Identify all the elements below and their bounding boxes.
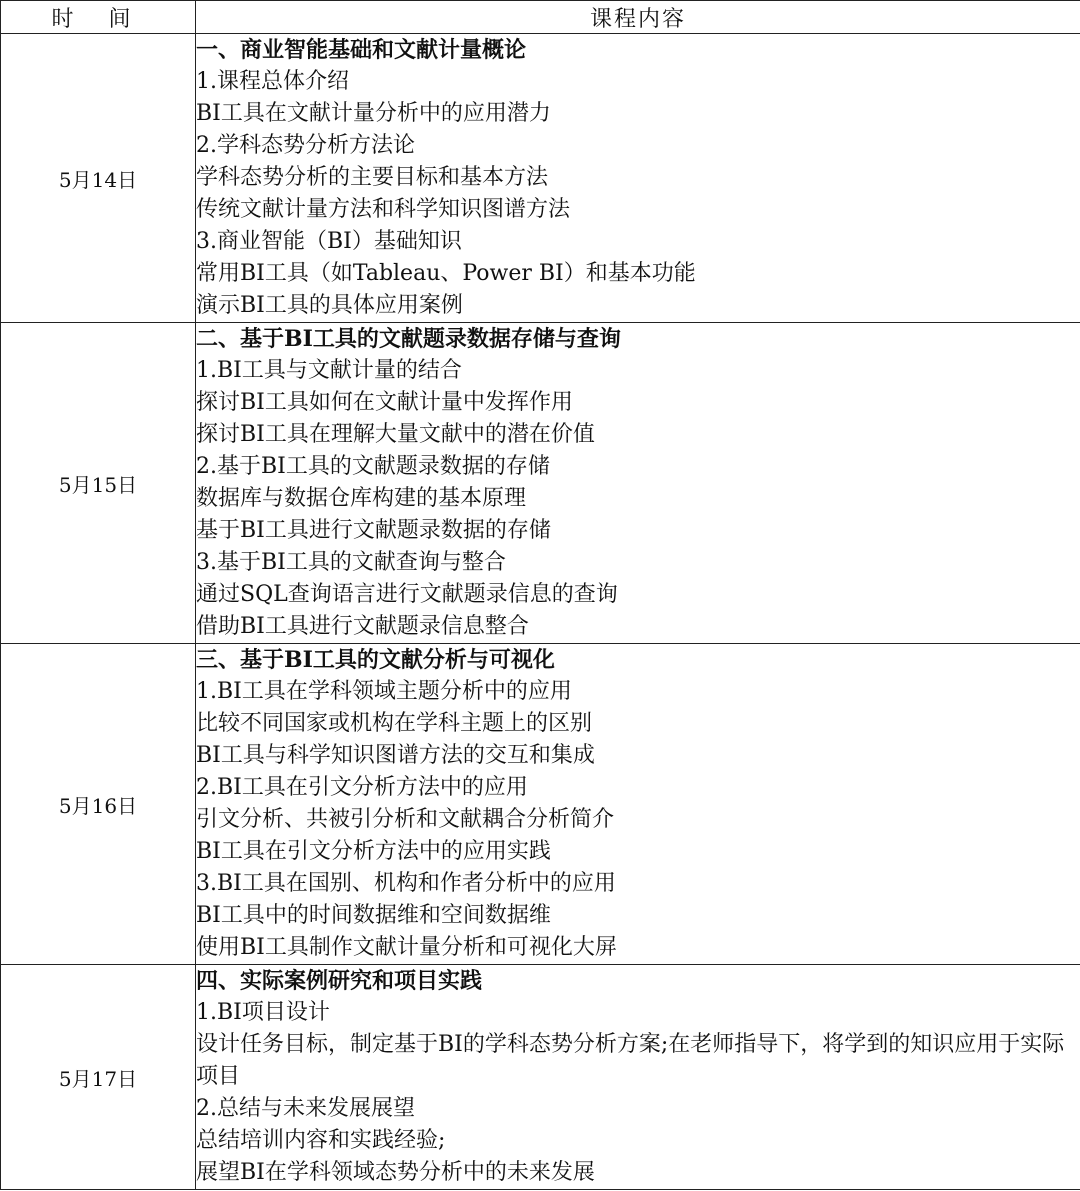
content-line: 传统文献计量方法和科学知识图谱方法 [196, 197, 571, 222]
content-line: 展望BI在学科领域态势分析中的未来发展 [196, 1160, 595, 1185]
session-date: 5月15日 [1, 323, 196, 644]
content-line: 使用BI工具制作文献计量分析和可视化大屏 [196, 935, 617, 960]
content-line: 比较不同国家或机构在学科主题上的区别 [196, 711, 593, 736]
content-line: 1.BI项目设计 [196, 1000, 330, 1025]
content-line: 1.BI工具在学科领域主题分析中的应用 [196, 679, 572, 704]
content-line: 探讨BI工具在理解大量文献中的潜在价值 [196, 422, 595, 447]
table-row [1, 323, 1080, 644]
content-column-header: 课程内容 [196, 1, 1080, 34]
content-line: 数据库与数据仓库构建的基本原理 [196, 486, 527, 511]
content-line: 2.基于BI工具的文献题录数据的存储 [196, 454, 550, 479]
content-line: BI工具中的时间数据维和空间数据维 [196, 903, 551, 928]
content-line: 借助BI工具进行文献题录信息整合 [196, 614, 529, 639]
content-line: BI工具在文献计量分析中的应用潜力 [196, 101, 551, 126]
content-line: 1.BI工具与文献计量的结合 [196, 358, 462, 383]
content-line: 演示BI工具的具体应用案例 [196, 293, 463, 318]
content-line: 3.BI工具在国别、机构和作者分析中的应用 [196, 871, 616, 896]
session-content [196, 965, 1080, 1190]
content-line: 探讨BI工具如何在文献计量中发挥作用 [196, 390, 573, 415]
content-line: 基于BI工具进行文献题录数据的存储 [196, 518, 551, 543]
session-content [196, 34, 1080, 323]
content-line: 3.基于BI工具的文献查询与整合 [196, 550, 506, 575]
table-row [1, 34, 1080, 323]
content-line: 总结培训内容和实践经验; [196, 1128, 446, 1153]
table-row [1, 965, 1080, 1190]
content-line: BI工具在引文分析方法中的应用实践 [196, 839, 551, 864]
session-date: 5月14日 [1, 34, 196, 323]
session-date: 5月17日 [1, 965, 196, 1190]
content-line: BI工具与科学知识图谱方法的交互和集成 [196, 743, 595, 768]
table-header-row [1, 1, 1080, 34]
session-content [196, 323, 1080, 644]
section-title: 二、基于BI工具的文献题录数据存储与查询 [196, 326, 621, 352]
session-date: 5月16日 [1, 644, 196, 965]
table-row [1, 644, 1080, 965]
section-title: 一、商业智能基础和文献计量概论 [196, 37, 527, 63]
content-line: 2.学科态势分析方法论 [196, 133, 415, 158]
content-line: 学科态势分析的主要目标和基本方法 [196, 165, 549, 190]
session-content [196, 644, 1080, 965]
section-title: 四、实际案例研究和项目实践 [196, 968, 483, 994]
content-line: 2.BI工具在引文分析方法中的应用 [196, 775, 528, 800]
content-line: 1.课程总体介绍 [196, 69, 349, 94]
section-title: 三、基于BI工具的文献分析与可视化 [196, 647, 555, 673]
content-line: 设计任务目标，制定基于BI的学科态势分析方案;在老师指导下，将学到的知识应用于实际项目 [196, 1032, 1065, 1089]
date-column-header: 时 间 [1, 1, 196, 34]
content-line: 通过SQL查询语言进行文献题录信息的查询 [196, 582, 618, 607]
content-line: 引文分析、共被引分析和文献耦合分析简介 [196, 807, 615, 832]
content-line: 常用BI工具（如Tableau、Power BI）和基本功能 [196, 261, 696, 286]
content-line: 2.总结与未来发展展望 [196, 1096, 415, 1121]
content-line: 3.商业智能（BI）基础知识 [196, 229, 462, 254]
